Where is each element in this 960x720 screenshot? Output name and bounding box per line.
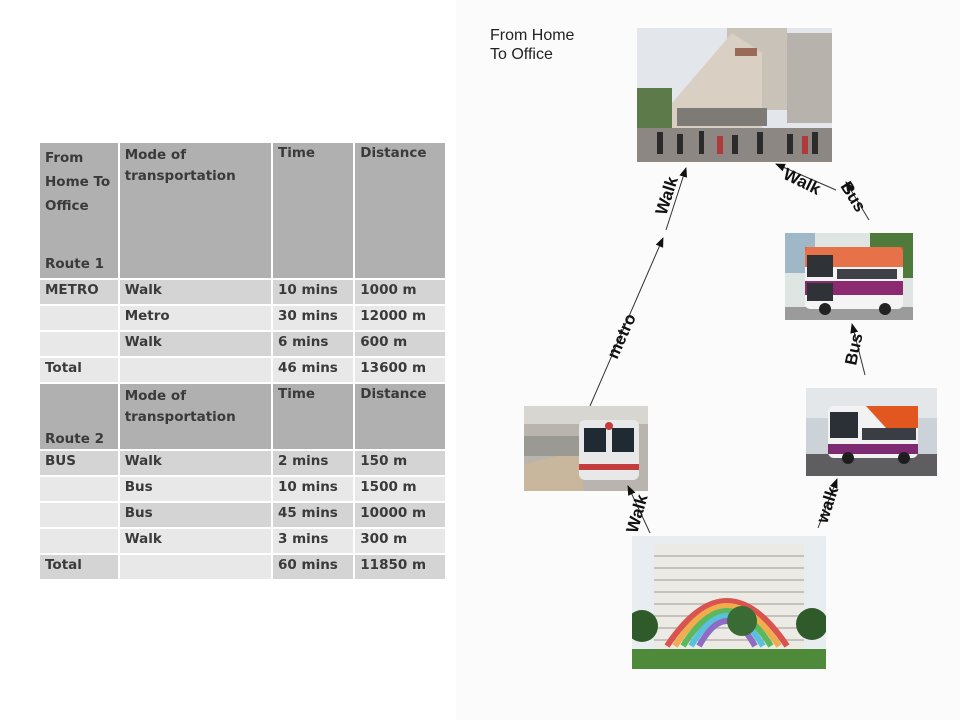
time-cell: 45 mins	[272, 502, 354, 528]
route-mode-label: METRO	[39, 279, 119, 305]
route1-label: Route 1	[45, 256, 104, 272]
total-distance: 13600 m	[354, 357, 446, 383]
total-time: 60 mins	[272, 554, 354, 580]
distance-cell: 1500 m	[354, 476, 446, 502]
mode-cell: Bus	[119, 476, 272, 502]
mode-cell: Metro	[119, 305, 272, 331]
distance-cell: 600 m	[354, 331, 446, 357]
time-header: Time	[272, 383, 354, 450]
time-cell: 10 mins	[272, 476, 354, 502]
mode-cell: Bus	[119, 502, 272, 528]
edge-label-walk-home-bus: walk	[812, 484, 843, 526]
distance-cell: 150 m	[354, 450, 446, 476]
mode-header: Mode of transportation	[119, 142, 272, 279]
distance-header: Distance	[354, 142, 446, 279]
edge-label-walk-home-metro: Walk	[622, 492, 652, 536]
route2-label: Route 2	[39, 383, 119, 450]
mode-header: Mode of transportation	[119, 383, 272, 450]
diagram-title-line2: To Office	[490, 46, 553, 63]
route-mode-label: BUS	[39, 450, 119, 476]
edge-label-walk-bus-to-office: Walk	[780, 164, 824, 199]
total-label: Total	[39, 357, 119, 383]
distance-cell: 300 m	[354, 528, 446, 554]
time-cell: 10 mins	[272, 279, 354, 305]
mode-cell: Walk	[119, 528, 272, 554]
mode-cell: Walk	[119, 450, 272, 476]
time-cell: 2 mins	[272, 450, 354, 476]
edge-label-bus-upper: Bus	[836, 178, 870, 216]
total-label: Total	[39, 554, 119, 580]
time-header: Time	[272, 142, 354, 279]
edge-label-bus-lower: Bus	[841, 331, 867, 367]
mode-cell: Walk	[119, 279, 272, 305]
distance-cell: 1000 m	[354, 279, 446, 305]
time-cell: 6 mins	[272, 331, 354, 357]
edge-label-walk-to-office: Walk	[651, 174, 682, 218]
mode-cell: Walk	[119, 331, 272, 357]
total-time: 46 mins	[272, 357, 354, 383]
time-cell: 30 mins	[272, 305, 354, 331]
diagram-title-line1: From Home	[490, 27, 575, 44]
distance-header: Distance	[354, 383, 446, 450]
origin-label: From Home To Office	[45, 150, 111, 214]
edge-label-metro: metro	[603, 310, 640, 362]
distance-cell: 10000 m	[354, 502, 446, 528]
time-cell: 3 mins	[272, 528, 354, 554]
distance-cell: 12000 m	[354, 305, 446, 331]
total-distance: 11850 m	[354, 554, 446, 580]
